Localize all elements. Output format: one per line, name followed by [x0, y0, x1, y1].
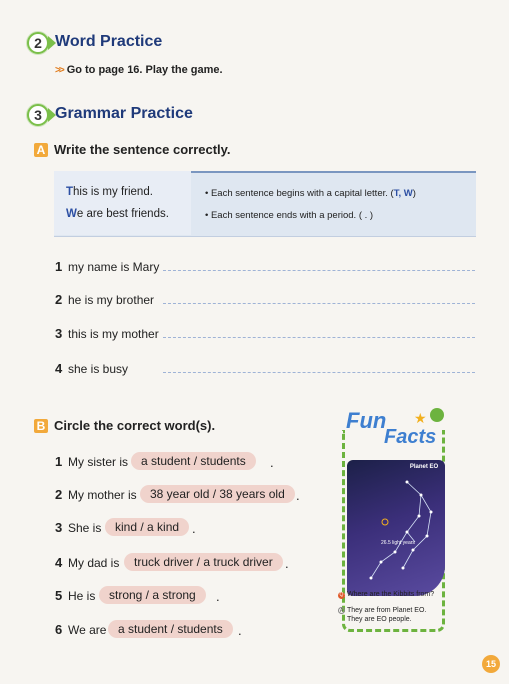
item-text: My sister is: [68, 455, 128, 469]
item-text: my name is Mary: [68, 260, 160, 274]
answer-marker: A: [339, 608, 344, 614]
item-text: My mother is: [68, 488, 137, 502]
fun-facts-answer-2: They are EO people.: [347, 616, 412, 623]
fun-facts-title-bottom: Facts: [384, 426, 437, 448]
rule-period: • Each sentence ends with a period. ( . ): [205, 210, 374, 221]
fun-facts-question: Q Where are the Kibbits from?: [339, 591, 435, 598]
section-2-number: 2: [27, 32, 49, 54]
part-a-letter: A: [34, 143, 48, 157]
item-number: 3: [55, 326, 63, 341]
item-text: he is my brother: [68, 293, 155, 307]
choice-pill[interactable]: 38 year old / 38 years old: [140, 485, 295, 503]
page-number: 15: [482, 655, 500, 673]
go-instruction: [55, 64, 223, 76]
part-a-instruction: Write the sentence correctly.: [54, 142, 231, 157]
section-2-title: Word Practice: [55, 33, 163, 50]
fun-facts-title-top: Fun: [346, 408, 387, 433]
item-number: 1: [55, 454, 63, 469]
fun-facts-answer: A They are from Planet EO.: [339, 607, 427, 614]
period: .: [285, 556, 289, 571]
example-sentence-2: We are best friends.: [66, 208, 169, 220]
rule-capital-letter: • Each sentence begins with a capital letter. (T, W): [205, 188, 416, 199]
distance-label: 26.5 light years: [381, 540, 415, 546]
part-b-instruction: Circle the correct word(s).: [54, 418, 216, 433]
item-number: 2: [55, 292, 63, 307]
star-icon: ★: [414, 410, 427, 426]
item-text: He is: [68, 589, 96, 603]
item-text: this is my mother: [68, 327, 159, 341]
period: .: [270, 455, 274, 470]
period: .: [216, 589, 220, 604]
section-3-title: Grammar Practice: [55, 105, 193, 122]
choice-pill[interactable]: a student / students: [131, 452, 256, 470]
section-3-number: 3: [27, 104, 49, 126]
item-number: 2: [55, 487, 63, 502]
answer-line[interactable]: [163, 303, 475, 304]
planet-label: Planet EO: [409, 464, 439, 470]
answer-line[interactable]: [163, 337, 475, 338]
go-text: Go to page 16. Play the game.: [66, 64, 223, 76]
answer-line[interactable]: [163, 372, 475, 373]
constellation-lines: [347, 460, 445, 596]
item-text: We are: [68, 623, 107, 637]
choice-pill[interactable]: truck driver / a truck driver: [124, 553, 283, 571]
item-text: She is: [68, 521, 102, 535]
double-arrow-icon: >>: [55, 65, 63, 76]
constellation-image: [347, 460, 445, 596]
question-marker: Q: [339, 592, 344, 598]
item-number: 5: [55, 588, 63, 603]
item-number: 4: [55, 555, 63, 570]
item-number: 3: [55, 520, 63, 535]
item-text: she is busy: [68, 362, 129, 376]
choice-pill[interactable]: strong / a strong: [99, 586, 206, 604]
item-number: 4: [55, 361, 63, 376]
period: .: [296, 488, 300, 503]
choice-pill[interactable]: kind / a kind: [105, 518, 189, 536]
alien-icon: [430, 408, 444, 422]
part-b-letter: B: [34, 419, 48, 433]
item-text: My dad is: [68, 556, 120, 570]
period: .: [238, 623, 242, 638]
rule-box-examples: [54, 171, 191, 235]
item-number: 1: [55, 259, 63, 274]
answer-line[interactable]: [163, 270, 475, 271]
choice-pill[interactable]: a student / students: [108, 620, 233, 638]
example-sentence-1: This is my friend.: [66, 186, 153, 198]
fun-facts-box: [336, 408, 449, 632]
item-number: 6: [55, 622, 63, 637]
period: .: [192, 521, 196, 536]
